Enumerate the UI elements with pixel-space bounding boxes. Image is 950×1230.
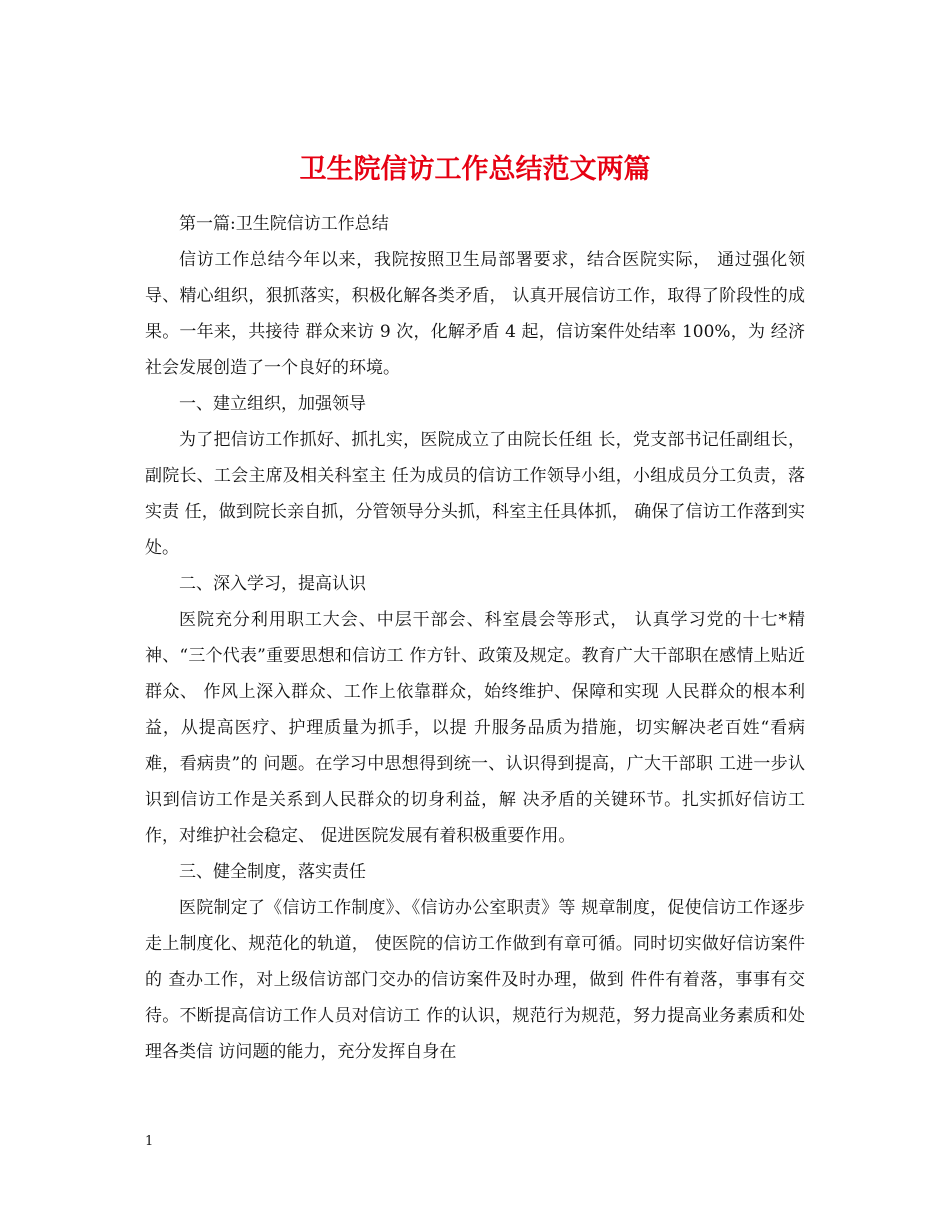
body-paragraph: 为了把信访工作抓好、抓扎实，医院成立了由院长任组 长，党支部书记任副组长，副院长、工会主席及相关科室主 任为成员的信访工作领导小组，小组成员分工负责，落实责 任，做到院长亲自抓，分管领导分头抓，科室主任具体抓， 确保了信访工作落到实处。 (145, 430, 805, 558)
body-paragraph: 医院充分利用职工大会、中层干部会、科室晨会等形式， 认真学习党的十七*精神、“三个代表”重要思想和信访工 作方针、政策及规定。教育广大干部职在感情上贴近群众、 作风上深入群众、工作上依靠群众，始终维护、保障和实现 人民群众的根本利益，从提高医疗、护理质量为抓手，以提 升服务品质为措施，切实解决老百姓“看病难，看病贵”的 问题。在学习中思想得到统一、认识得到提高，广大干部职 工进一步认识到信访工作是关系到人民群众的切身利益，解 决矛盾的关键环节。扎实抓好信访工作，对维护社会稳定、 促进医院发展有着积极重要作用。 (145, 610, 805, 846)
document-title: 卫生院信访工作总结范文两篇 (299, 154, 651, 186)
document-body (145, 206, 805, 1070)
section-heading: 一、建立组织，加强领导 (179, 394, 366, 414)
section-heading: 二、深入学习，提高认识 (179, 574, 366, 594)
section-heading: 三、健全制度，落实责任 (179, 862, 366, 882)
body-paragraph: 医院制定了《信访工作制度》、《信访办公室职责》等 规章制度，促使信访工作逐步走上制度化、规范化的轨道， 使医院的信访工作做到有章可循。同时切实做好信访案件的 查办工作，对上级信访部门交办的信访案件及时办理，做到 件件有着落，事事有交待。不断提高信访工作人员对信访工 作的认识，规范行为规范，努力提高业务素质和处理各类信 访问题的能力，充分发挥自身在 (145, 898, 805, 1062)
body-paragraph: 信访工作总结今年以来，我院按照卫生局部署要求，结合医院实际， 通过强化领导、精心组织，狠抓落实，积极化解各类矛盾， 认真开展信访工作，取得了阶段性的成果。一年来，共接待 群众来访 9 次，化解矛盾 4 起，信访案件处结率 100%，为 经济社会发展创造了一个良好的环境。 (145, 250, 805, 378)
page-number: 1 (145, 1134, 154, 1149)
section-heading: 第一篇:卫生院信访工作总结 (179, 214, 389, 234)
